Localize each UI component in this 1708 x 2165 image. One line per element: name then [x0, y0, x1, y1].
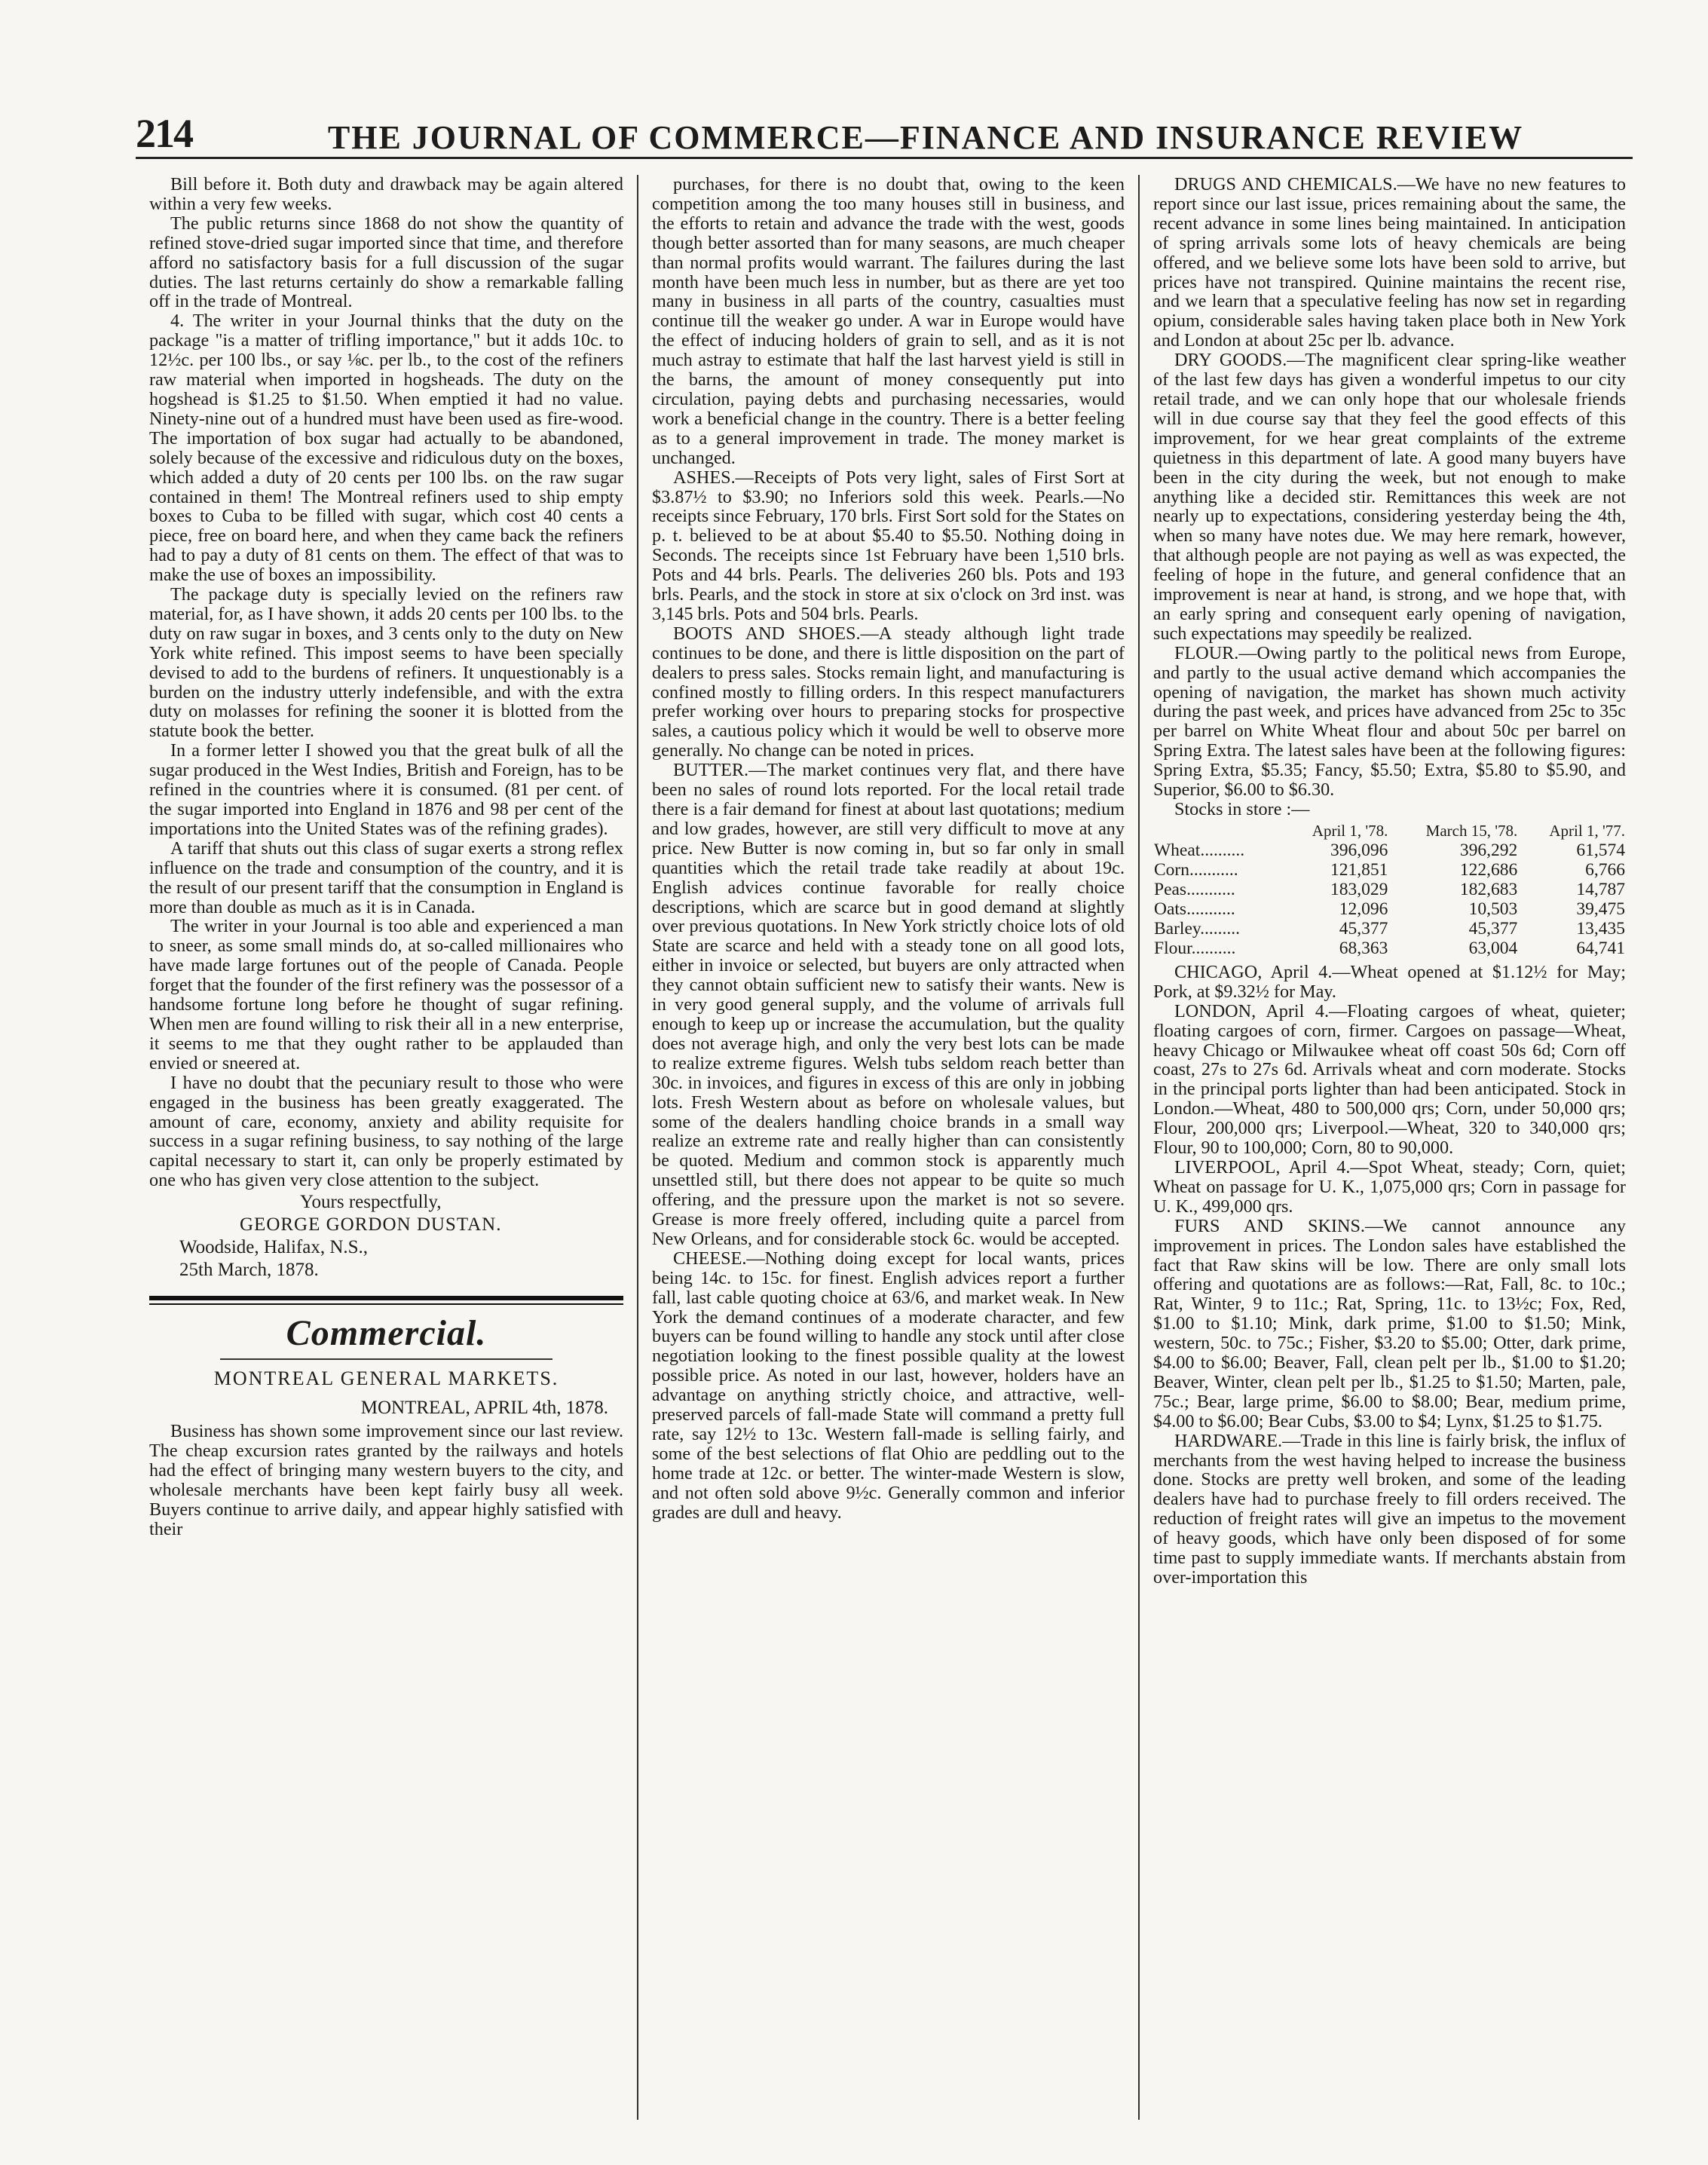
table-header-cell: March 15, '78. — [1425, 821, 1518, 840]
markets-heading: MONTREAL GENERAL MARKETS. — [213, 1367, 559, 1390]
column-1 — [136, 175, 637, 2120]
section-title: Commercial. — [286, 1313, 487, 1354]
paragraph: ASHES.—Receipts of Pots very light, sales of First Sort at $3.87½ to $3.90; no Inferiors sold this week. Pearls.—No receipts since February, 170 brls. First Sort sold for the States on p. t. believed to be at about $5.40 to $5.50. Nothing doing in Seconds. The receipts since 1st February have been 1,510 brls. Pots and 44 brls. Pearls. The deliveries 260 bls. Pots and 193 brls. Pearls, and the stock in store at six o'clock on 3rd inst. was 3,145 brls. Pots and 504 brls. Pearls. — [652, 467, 1125, 624]
page-header — [136, 104, 1633, 159]
table-cell: Barley......... — [1154, 918, 1240, 939]
table-cell: 396,292 — [1459, 840, 1518, 860]
paragraph: CHICAGO, April 4.—Wheat opened at $1.12½ for May; Pork, at $9.32½ for May. — [1153, 961, 1626, 1002]
paragraph: BOOTS AND SHOES.—A steady although light trade continues to be done, and there is little disposition on the part of dealers to press sales. Stocks remain light, and manufacturing is confined mostly to filling orders. In this respect manufacturers prefer working over hours to preparing stocks for prospective sales, a cautious policy which it would be well to observe more generally. No change can be noted in prices. — [652, 623, 1125, 761]
table-row — [1153, 880, 1626, 899]
paragraph: LIVERPOOL, April 4.—Spot Wheat, steady; Corn, quiet; Wheat on passage for U. K., 1,075,000 qrs; Corn in passage for U. K., 499,000 qrs. — [1153, 1156, 1626, 1217]
table-cell: 121,851 — [1330, 859, 1388, 880]
table-cell: 122,686 — [1459, 859, 1518, 880]
table-cell: 183,029 — [1330, 879, 1388, 899]
market-reports — [652, 175, 1125, 1523]
table-cell: 45,377 — [1468, 918, 1518, 939]
signature-date: 25th March, 1878. — [179, 1260, 319, 1281]
stocks-table — [1153, 821, 1626, 958]
paragraph: A tariff that shuts out this class of sugar exerts a strong reflex influence on the trade and consumption of the country, and it is the result of our present tariff that the consumption in England is more than double as much as it is in Canada. — [149, 838, 623, 917]
paragraph: BUTTER.—The market continues very flat, and there have been no sales of round lots reported. For the local retail trade there is a fair demand for finest at about last quotations; medium and low grades, however, are still very difficult to move at any price. New Butter is now coming in, but so far only in small quantities which the retail trade take readily at about 19c. English advices continue favorable for really choice descriptions, which are scarce but in good demand at slightly over previous quotations. In New York strictly choice lots of old State are scarce and held with a steady tone on all good lots, either in invoice or selected, but buyers are only attracted when they cannot obtain sufficient new to satisfy their wants. New is in very good general supply, and the volume of arrivals full enough to keep up or increase the accumulation, but the quality does not average high, and only the very best lots can be made to realize extreme figures. Welsh tubs seldom reach better than 30c. in invoices, and figures in excess of this are only in jobbing lots. Fresh Western about as before on wholesale values, but some of the dealers handling choice brands in a small way realize an extreme rate and really higher than can consistently be quoted. Medium and common stock is apparently much unsettled still, but there does not appear to be quite so much offering, and the pressure upon the market is not so severe. Grease is more freely offered, including quite a parcel from New Orleans, and for considerable stock 6c. would be accepted. — [652, 760, 1125, 1249]
page-number: 214 — [136, 111, 192, 156]
paragraph: The writer in your Journal is too able and experienced a man to sneer, as some small minds do, at so-called millionaires who have made large fortunes out of the people of Canada. People forget that the founder of the first refinery was the possessor of a handsome fortune long before he thought of sugar refining. When men are found willing to risk their all in a new enterprise, it seems to me that they ought rather to be applauded than envied or sneered at. — [149, 916, 623, 1073]
paragraph: 4. The writer in your Journal thinks that the duty on the package "is a matter of trifling importance," but it adds 10c. to 12½c. per 100 lbs., or say ⅛c. per lb., to the cost of the refiners raw material when imported in hogsheads. The duty on the hogshead is $1.25 to $1.50. When emptied it had no value. Ninety-nine out of a hundred must have been used as fire-wood. The importation of box sugar had actually to be abandoned, solely because of the excessive and ridiculous duty on the boxes, which added a duty of 20 cents per 100 lbs. on the raw sugar contained in them! The Montreal refiners used to ship empty boxes to Cuba to be filled with sugar, which cost 40 cents a piece, free on board here, and when they came back the refiners had to pay a duty of 81 cents on them. The effect of that was to make the use of boxes an impossibility. — [149, 311, 623, 586]
markets-intro: Business has shown some improvement since our last review. The cheap excursion rates granted by the railways and hotels had the effect of bringing many western buyers to the city, and wholesale merchants have been kept fairly busy all week. Buyers continue to arrive daily, and appear highly satisfied with their — [149, 1421, 623, 1539]
table-cell: 396,096 — [1330, 840, 1388, 860]
paragraph: FLOUR.—Owing partly to the political news from Europe, and partly to the usual active demand which accompanies the opening of navigation, the market has shown much activity during the past week, and prices have advanced from 25c to 35c per barrel on White Wheat flour and about 50c per barrel on Spring Extra. The latest sales have been at the following figures: Spring Extra, $5.35; Fancy, $5.50; Extra, $5.80 to $5.90, and Superior, $6.00 to $6.30. — [1153, 642, 1626, 801]
table-cell: 68,363 — [1339, 938, 1388, 958]
section-rule — [149, 1296, 623, 1300]
column-3 — [1138, 175, 1639, 2120]
paragraph: purchases, for there is no doubt that, owing to the keen competition among the too many houses still in business, and the efforts to retain and advance the trade with the west, goods though better assorted than for many seasons, are much cheaper than normal profits would warrant. The failures during the last month have been much less in number, but as there are yet too many in business in all parts of the country, casualties must continue till the weaker go under. A war in Europe would have the effect of inducing holders of grain to sell, and as it is not much astray to estimate that half the last harvest yield is still in the barns, the amount of money consequently put into circulation, paying debts and purchasing necessaries, would work a beneficial change in the country. There is a better feeling as to a general improvement in trade. The money market is unchanged. — [652, 175, 1125, 468]
table-cell: 12,096 — [1339, 899, 1388, 919]
table-cell: 63,004 — [1468, 938, 1518, 958]
table-row — [1153, 841, 1626, 860]
table-row — [1153, 939, 1626, 958]
paragraph: DRUGS AND CHEMICALS.—We have no new features to report since our last issue, prices remaining about the same, the recent advance in some lines being maintained. In anticipation of spring arrivals some lots of heavy chemicals are being offered, and we believe some lots have been sold to arrive, but prices have not transpired. Quinine maintains the recent rise, and we learn that a speculative feeling has now set in regarding opium, considerable sales having taken place both in New York and London at about 25c per lb. advance. — [1153, 175, 1626, 351]
paragraph: Bill before it. Both duty and drawback may be again altered within a very few weeks. — [149, 175, 623, 214]
table-cell: Flour.......... — [1154, 938, 1236, 958]
paragraph: The public returns since 1868 do not show the quantity of refined stove-dried sugar imported since that time, and therefore afford no satisfactory basis for a full discussion of the sugar duties. The last returns certainly do show a remarkable falling off in the trade of Montreal. — [149, 213, 623, 312]
table-cell: Corn........... — [1154, 859, 1238, 880]
market-reports-foreign — [1153, 963, 1626, 1588]
paragraph: The package duty is specially levied on the refiners raw material, for, as I have shown, it adds 20 cents per 100 lbs. to the duty on raw sugar in boxes, and 3 cents only to the duty on New York white refined. This impost seems to have been specially devised to add to the burdens of refiners. It unquestionably is a burden on the industry utterly indefensible, and with the extra duty on molasses for refining the sooner it is blotted from the statute book the better. — [149, 584, 623, 742]
table-cell: 64,741 — [1576, 938, 1625, 958]
paragraph: HARDWARE.—Trade in this line is fairly brisk, the influx of merchants from the west having helped to increase the business done. Stocks are pretty well broken, and some of the leading dealers have had to purchase freely to fill orders received. The reduction of freight rates will give an impetus to the movement of heavy goods, which have only been disposed of for some time past to supply immediate wants. If merchants abstain from over-importation this — [1153, 1430, 1626, 1588]
signature-place: Woodside, Halifax, N.S., — [179, 1237, 369, 1258]
table-cell: 39,475 — [1576, 899, 1625, 919]
table-cell: 45,377 — [1339, 918, 1388, 939]
table-cell: Oats........... — [1154, 899, 1235, 919]
table-row — [1153, 899, 1626, 919]
table-header-cell — [1153, 821, 1281, 841]
table-row — [1153, 919, 1626, 939]
signature: GEORGE GORDON DUSTAN. — [240, 1214, 502, 1236]
table-cell: 182,683 — [1459, 879, 1518, 899]
table-cell: 13,435 — [1576, 918, 1625, 939]
table-cell: 10,503 — [1468, 899, 1518, 919]
paragraph: FURS AND SKINS.—We cannot announce any improvement in prices. The London sales have established the fact that Raw skins will be low. There are only small lots offering and quotations are as follows:—Rat, Fall, 8c. to 10c.; Rat, Winter, 9 to 11c.; Rat, Spring, 11c. to 13½c; Fox, Red, $1.00 to $1.10; Mink, dark prime, $1.00 to $1.50; Mink, western, 50c. to 75c.; Fisher, $3.20 to $5.00; Otter, dark prime, $4.00 to $6.00; Beaver, Fall, clean pelt per lb., $1.00 to $1.20; Beaver, Winter, clean pelt per lb., $1.25 to $1.50; Marten, pale, 75c.; Bear, large prime, $6.00 to $8.00; Bear, medium prime, $4.00 to $6.00; Bear Cubs, $3.00 to $4; Lynx, $1.25 to $1.75. — [1153, 1215, 1626, 1432]
table-cell: 6,766 — [1585, 859, 1625, 880]
column-2 — [637, 175, 1138, 2120]
paragraph: I have no doubt that the pecuniary result to those who were engaged in the business has been greatly exaggerated. The amount of care, economy, anxiety and ability requisite for success in a sugar refining business, to say nothing of the large capital necessary to start it, can only be properly estimated by one who has given very close attention to the subject. — [149, 1072, 623, 1191]
paragraph: DRY GOODS.—The magnificent clear spring-like weather of the last few days has given a wonderful impetus to our city retail trade, and we can only hope that our wholesale friends will in due course say that they feel the good effects of this improvement, for we hear great complaints of the extreme quietness in this department of late. A good many buyers have been in the city during the week, but not enough to make anything like a decided stir. Remittances this week are not nearly up to expectations, considering yesterday being the 4th, when so many have notes due. We may here remark, however, that although people are not paying as well as was expected, the feeling of hope in the future, and general confidence that an improvement is near at hand, is strong, and we hope that, with an early spring and consequent early opening of navigation, such expectations may speedily be realized. — [1153, 350, 1626, 644]
table-header-cell: April 1, '78. — [1312, 821, 1388, 840]
article-columns — [136, 175, 1639, 2120]
paragraph: In a former letter I showed you that the great bulk of all the sugar produced in the West Indies, British and Foreign, has to be refined in the countries where it is consumed. (81 per cent. of the sugar imported into England in 1876 and 98 per cent of the importations into the United States was of the refining grades). — [149, 740, 623, 839]
section-rule-thin — [149, 1303, 623, 1305]
table-cell: Peas........... — [1154, 879, 1235, 899]
closing: Yours respectfully, — [300, 1192, 442, 1213]
table-cell: Wheat.......... — [1154, 840, 1245, 860]
letter-body — [149, 175, 623, 1190]
market-reports-continued — [1153, 175, 1626, 819]
table-header-cell: April 1, '77. — [1549, 821, 1625, 840]
paragraph: CHEESE.—Nothing doing except for local wants, prices being 14c. to 15c. for finest. English advices report a further fall, last cable quoting choice at 63/6, and market weak. In New York the demand continues of a moderate character, and few buyers can be found willing to handle any stock until after close negotiation looking to the finest possible quality at the lowest possible price. As noted in our last, however, holders have an advantage on anything strictly choice, and attractive, well-preserved parcels of fall-made State will command a pretty full rate, say 12½ to 13c. Western fall-made is selling fairly, and some of the best selections of flat Ohio are peddling out to the home trade at 12c. or better. The winter-made Western is slow, and not often sold above 9½c. Generally common and inferior grades are dull and heavy. — [652, 1248, 1125, 1523]
masthead-title: THE JOURNAL OF COMMERCE—FINANCE AND INSURANCE REVIEW — [327, 119, 1524, 156]
divider — [220, 1358, 552, 1360]
table-row — [1153, 860, 1626, 880]
table-cell: 61,574 — [1576, 840, 1625, 860]
paragraph: LONDON, April 4.—Floating cargoes of wheat, quieter; floating cargoes of corn, firmer. Cargoes on passage—Wheat, heavy Chicago or Milwaukee wheat off coast 50s 6d; Corn off coast, 27s to 27s 6d. Arrivals wheat and corn moderate. Stocks in the principal ports lighter than had been anticipated. Stock in London.—Wheat, 480 to 500,000 qrs; Corn, under 50,000 qrs; Flour, 200,000 qrs; Liverpool.—Wheat, 320 to 340,000 qrs; Flour, 90 to 100,000; Corn, 80 to 90,000. — [1153, 1000, 1626, 1159]
dateline: MONTREAL, APRIL 4th, 1878. — [360, 1398, 608, 1419]
table-cell: 14,787 — [1576, 879, 1625, 899]
paragraph: Stocks in store :— — [1174, 799, 1310, 819]
